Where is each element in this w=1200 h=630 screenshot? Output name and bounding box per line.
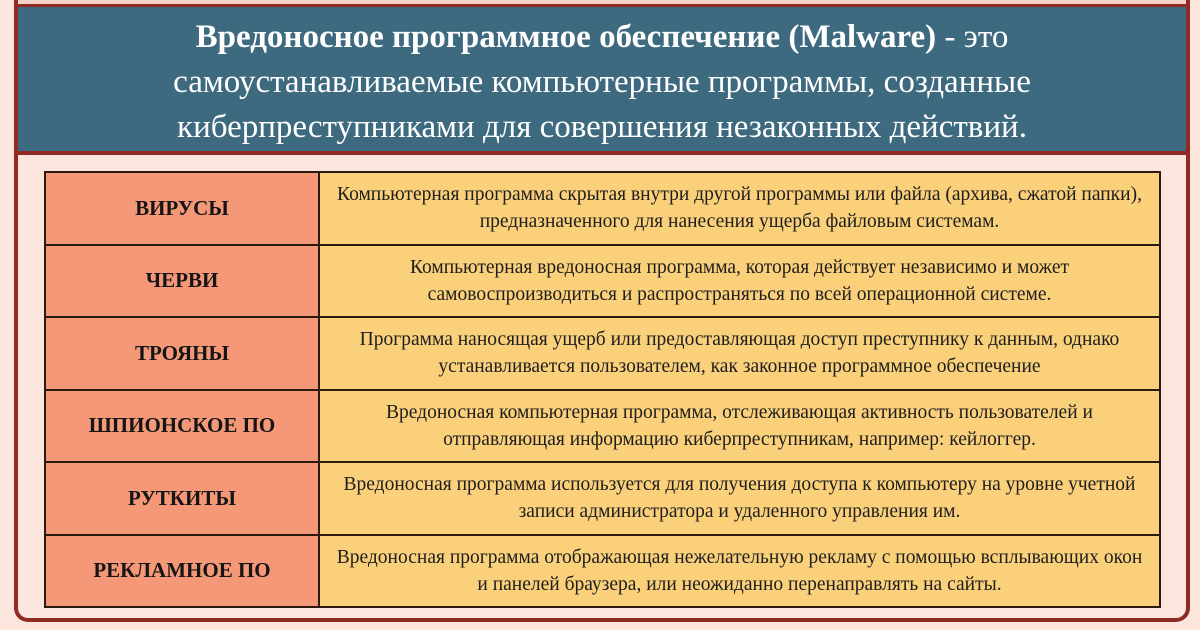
table-row bbox=[45, 317, 1160, 390]
definition-cell: Вредоносная компьютерная программа, отслеживающая активность пользователей и отправляющая информацию киберпреступникам, например: кейлоггер. bbox=[319, 390, 1160, 463]
term-cell: ШПИОНСКОЕ ПО bbox=[45, 390, 319, 463]
definition-cell: Компьютерная программа скрытая внутри другой программы или файла (архива, сжатой папки), предназначенного для нанесения ущерба файловым системам. bbox=[319, 172, 1160, 245]
header-title-rest: - это самоустанавливаемые компьютерные программы, созданные киберпреступниками для совершения незаконных действий. bbox=[173, 19, 1031, 145]
definition-cell: Вредоносная программа отображающая нежелательную рекламу с помощью всплывающих окон и панелей браузера, или неожиданно перенаправлять на сайты. bbox=[319, 535, 1160, 608]
term-cell: ТРОЯНЫ bbox=[45, 317, 319, 390]
definition-cell: Программа наносящая ущерб или предоставляющая доступ преступнику к данным, однако устанавливается пользователем, как законное программное обеспечение bbox=[319, 317, 1160, 390]
slide-frame bbox=[14, 0, 1190, 622]
top-strip bbox=[18, 0, 1186, 7]
header-banner bbox=[18, 7, 1186, 155]
table-row bbox=[45, 462, 1160, 535]
table-row bbox=[45, 390, 1160, 463]
term-cell: ВИРУСЫ bbox=[45, 172, 319, 245]
table-row bbox=[45, 172, 1160, 245]
term-cell: РЕКЛАМНОЕ ПО bbox=[45, 535, 319, 608]
malware-table bbox=[44, 171, 1161, 608]
header-title-bold: Вредоносное программное обеспечение (Malware) bbox=[195, 19, 937, 55]
term-cell: РУТКИТЫ bbox=[45, 462, 319, 535]
table-row bbox=[45, 535, 1160, 608]
malware-table-wrap bbox=[44, 171, 1161, 608]
table-row bbox=[45, 245, 1160, 318]
definition-cell: Вредоносная программа используется для получения доступа к компьютеру на уровне учетной записи администратора и удаленного управления им. bbox=[319, 462, 1160, 535]
definition-cell: Компьютерная вредоносная программа, которая действует независимо и может самовоспроизводиться и распространяться по всей операционной системе. bbox=[319, 245, 1160, 318]
term-cell: ЧЕРВИ bbox=[45, 245, 319, 318]
